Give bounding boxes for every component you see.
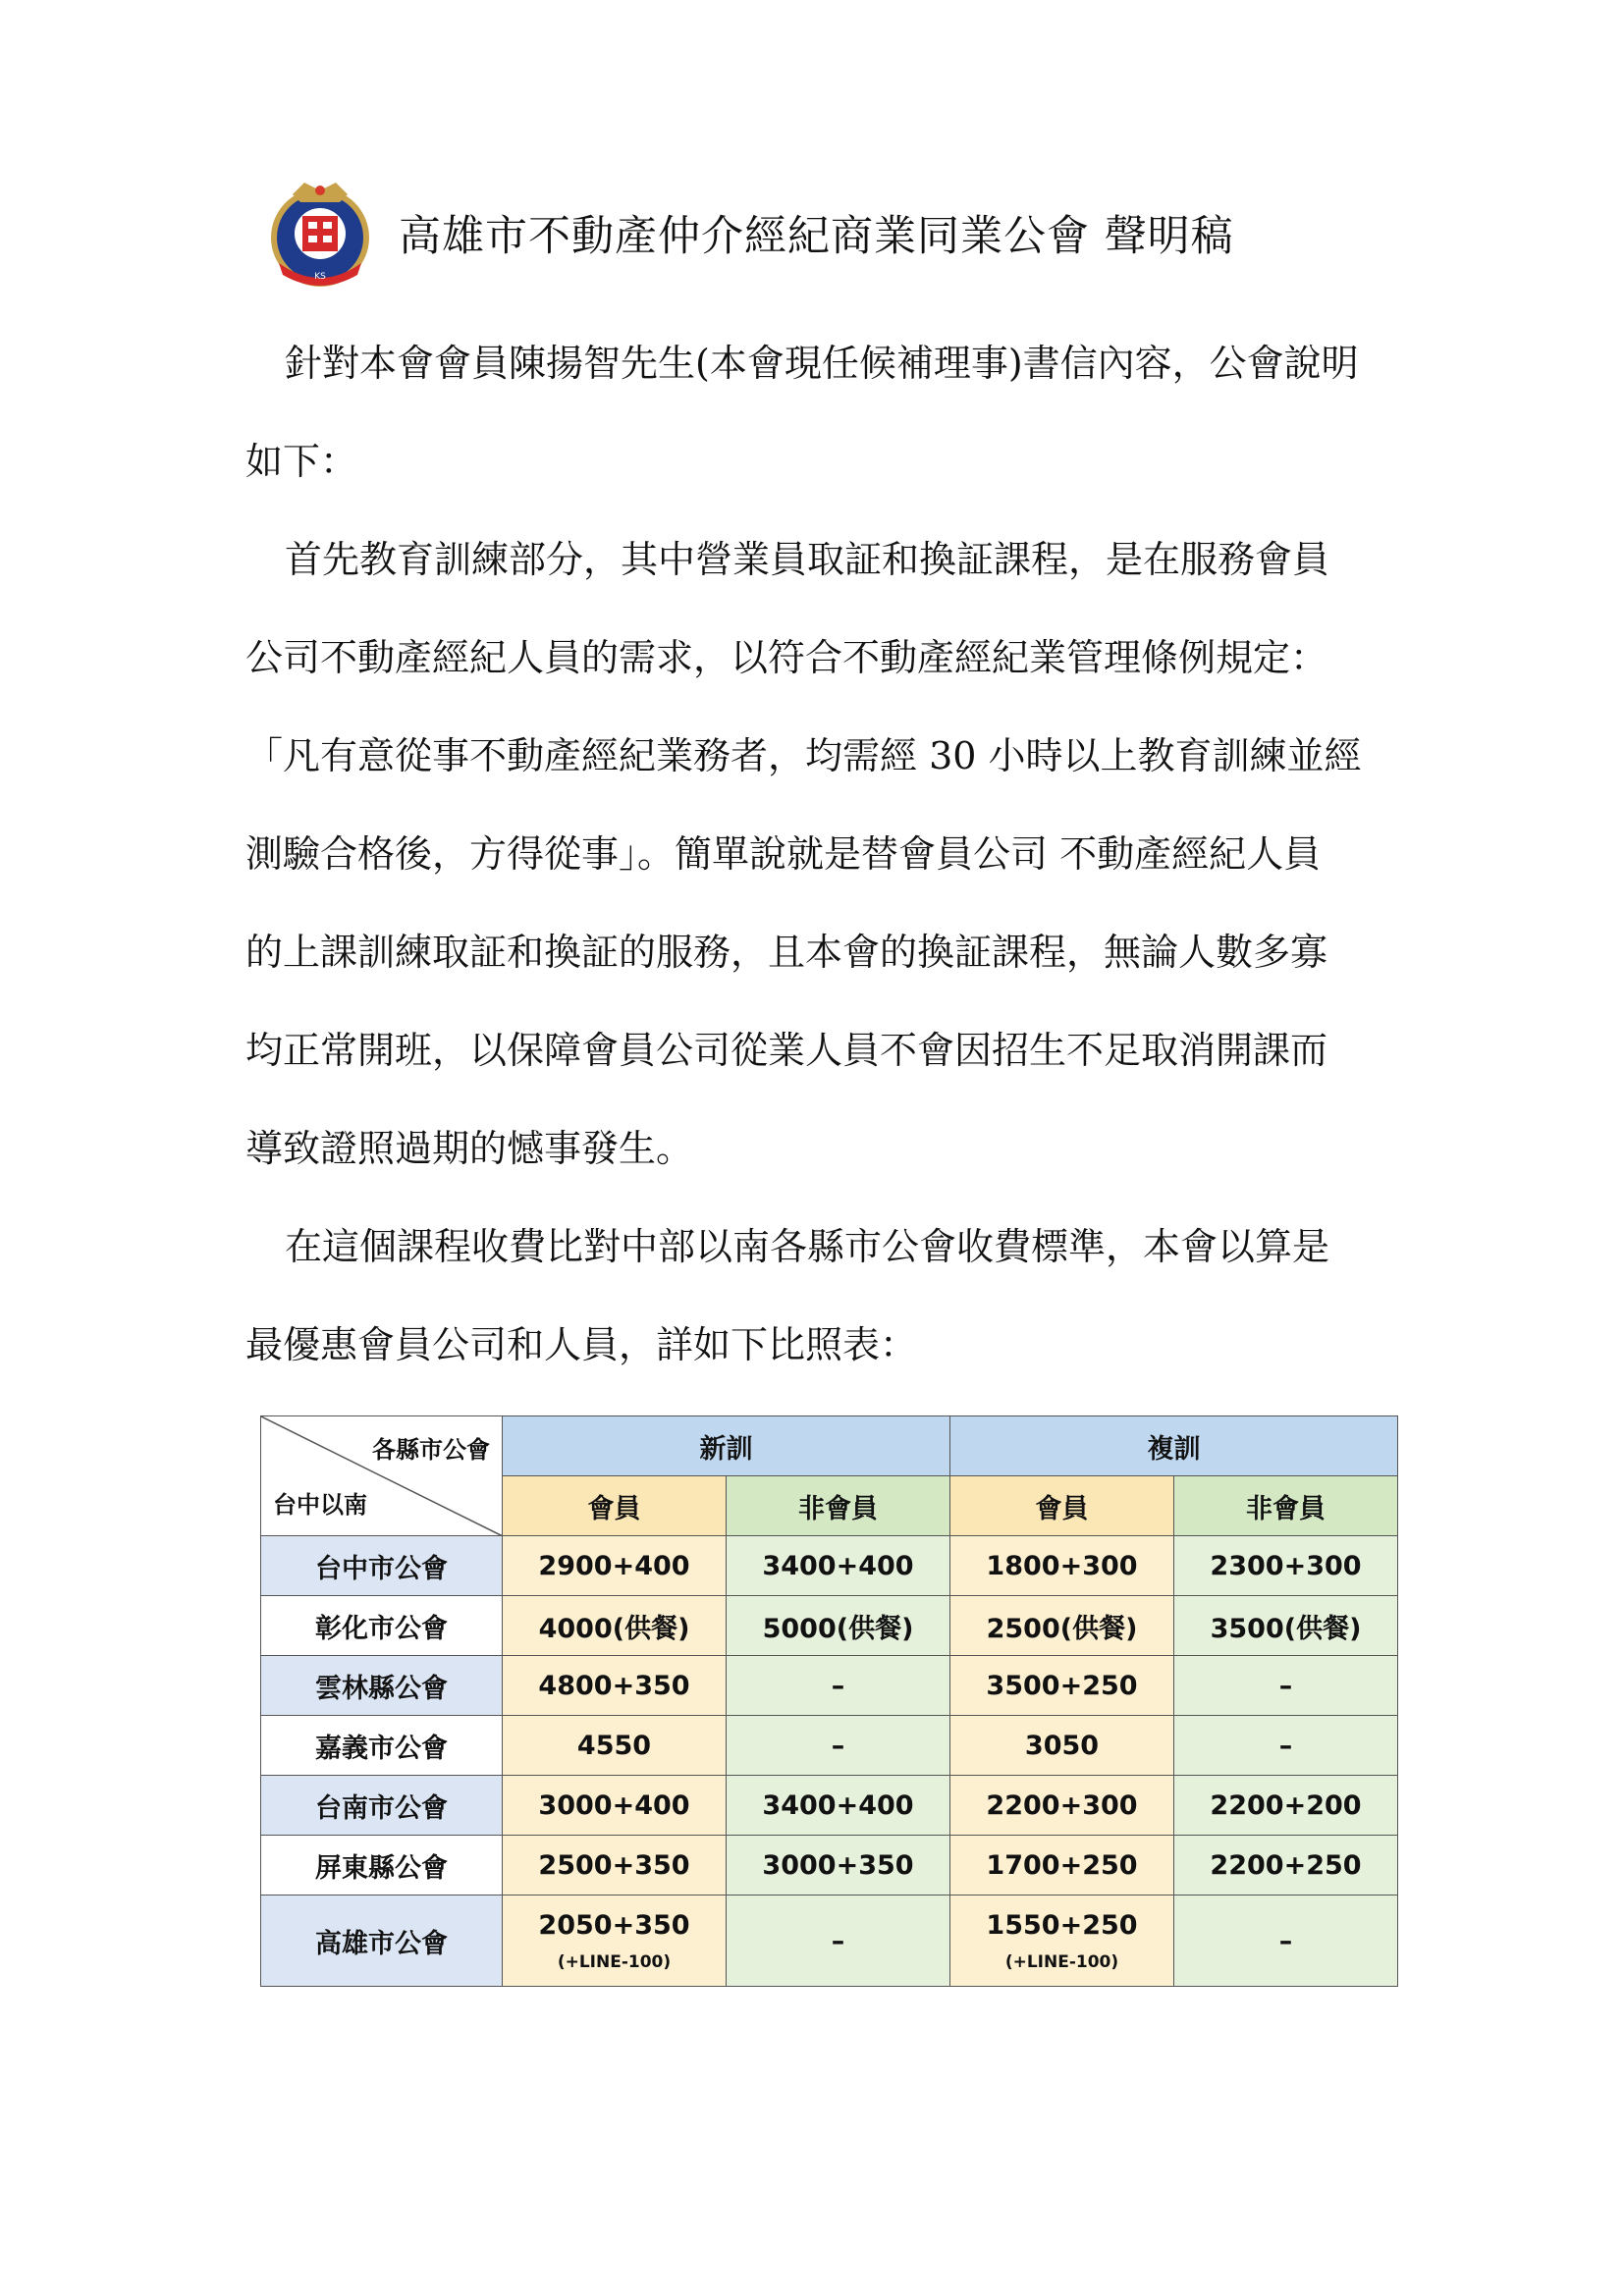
- paragraph-fees: [245, 1198, 1404, 1394]
- county-cell: 彰化市公會: [261, 1596, 503, 1656]
- fee-cell: 4000(供餐): [503, 1596, 727, 1656]
- fee-cell: 1800+300: [950, 1536, 1174, 1596]
- fee-cell: 3400+400: [727, 1536, 950, 1596]
- fee-cell: 2200+300: [950, 1776, 1174, 1836]
- header-member: 會員: [950, 1476, 1174, 1536]
- fee-note: (+LINE-100): [557, 1951, 672, 1972]
- fee-cell: –: [1174, 1656, 1398, 1716]
- county-cell: 高雄市公會: [261, 1896, 503, 1987]
- table-row: [261, 1836, 1398, 1896]
- fee-cell: 2900+400: [503, 1536, 727, 1596]
- table-row: [261, 1656, 1398, 1716]
- header-non-member: 非會員: [1174, 1476, 1398, 1536]
- fee-cell: 3500(供餐): [1174, 1596, 1398, 1656]
- fee-cell: [950, 1896, 1174, 1987]
- fee-cell: [503, 1896, 727, 1987]
- fee-cell: 3000+350: [727, 1836, 950, 1896]
- fee-value: 1550+250: [986, 1909, 1138, 1941]
- fee-value: 2050+350: [538, 1909, 690, 1941]
- fee-cell: 2200+200: [1174, 1776, 1398, 1836]
- header-renewal-training: 複訓: [950, 1416, 1398, 1476]
- fee-cell: –: [727, 1656, 950, 1716]
- document-title: 高雄市不動產仲介經紀商業同業公會 聲明稿: [399, 212, 1234, 261]
- text-line: 如下：: [245, 440, 358, 483]
- fee-cell: 1700+250: [950, 1836, 1174, 1896]
- fee-comparison-table: [260, 1415, 1398, 1987]
- header-member: 會員: [503, 1476, 727, 1536]
- county-cell: 台南市公會: [261, 1776, 503, 1836]
- fee-cell: 3400+400: [727, 1776, 950, 1836]
- county-cell: 雲林縣公會: [261, 1656, 503, 1716]
- text-line: 針對本會會員陳揚智先生(本會現任候補理事)書信內容，公會說明: [285, 342, 1359, 385]
- table-header-row: [261, 1416, 1398, 1476]
- fee-cell: 4550: [503, 1716, 727, 1776]
- table-row: [261, 1596, 1398, 1656]
- corner-label-counties: 各縣市公會: [372, 1436, 490, 1464]
- text-line: 公司不動產經紀人員的需求，以符合不動產經紀業管理條例規定：: [245, 636, 1328, 679]
- fee-cell: 3000+400: [503, 1776, 727, 1836]
- header-non-member: 非會員: [727, 1476, 950, 1536]
- table-row: [261, 1896, 1398, 1987]
- text-line: 均正常開班，以保障會員公司從業人員不會因招生不足取消開課而: [245, 1029, 1328, 1072]
- fee-cell: –: [727, 1896, 950, 1987]
- text-line: 「凡有意從事不動產經紀業務者，均需經 30 小時以上教育訓練並經: [245, 734, 1362, 777]
- fee-cell: 2500(供餐): [950, 1596, 1174, 1656]
- text-line: 在這個課程收費比對中部以南各縣市公會收費標準，本會以算是: [285, 1225, 1330, 1268]
- table-row: [261, 1716, 1398, 1776]
- fee-cell: –: [1174, 1716, 1398, 1776]
- fee-cell: 3050: [950, 1716, 1174, 1776]
- text-line: 最優惠會員公司和人員，詳如下比照表：: [245, 1323, 918, 1366]
- fee-note: (+LINE-100): [1004, 1951, 1119, 1972]
- text-line: 導致證照過期的憾事發生。: [245, 1127, 694, 1170]
- text-line: 的上課訓練取証和換証的服務，且本會的換証課程，無論人數多寡: [245, 931, 1328, 974]
- fee-cell: 4800+350: [503, 1656, 727, 1716]
- fee-cell: 5000(供餐): [727, 1596, 950, 1656]
- table-row: [261, 1536, 1398, 1596]
- statement-body: [245, 314, 1404, 1394]
- fee-cell: –: [1174, 1896, 1398, 1987]
- association-seal-logo: [263, 177, 377, 291]
- paragraph-training: [245, 510, 1404, 1198]
- fee-cell: 3500+250: [950, 1656, 1174, 1716]
- fee-cell: –: [727, 1716, 950, 1776]
- document-header: [263, 177, 1441, 294]
- text-line: 首先教育訓練部分，其中營業員取証和換証課程，是在服務會員: [285, 538, 1330, 581]
- county-cell: 屏東縣公會: [261, 1836, 503, 1896]
- fee-cell: 2500+350: [503, 1836, 727, 1896]
- fee-cell: 2300+300: [1174, 1536, 1398, 1596]
- table-row: [261, 1776, 1398, 1836]
- header-new-training: 新訓: [503, 1416, 950, 1476]
- county-cell: 台中市公會: [261, 1536, 503, 1596]
- svg-text:KS: KS: [314, 272, 326, 282]
- table-corner-cell: [261, 1416, 503, 1536]
- paragraph-intro: [245, 314, 1404, 510]
- county-cell: 嘉義市公會: [261, 1716, 503, 1776]
- corner-label-region: 台中以南: [273, 1491, 367, 1519]
- fee-cell: 2200+250: [1174, 1836, 1398, 1896]
- text-line: 測驗合格後，方得從事」。簡單說就是替會員公司 不動產經紀人員: [245, 832, 1322, 876]
